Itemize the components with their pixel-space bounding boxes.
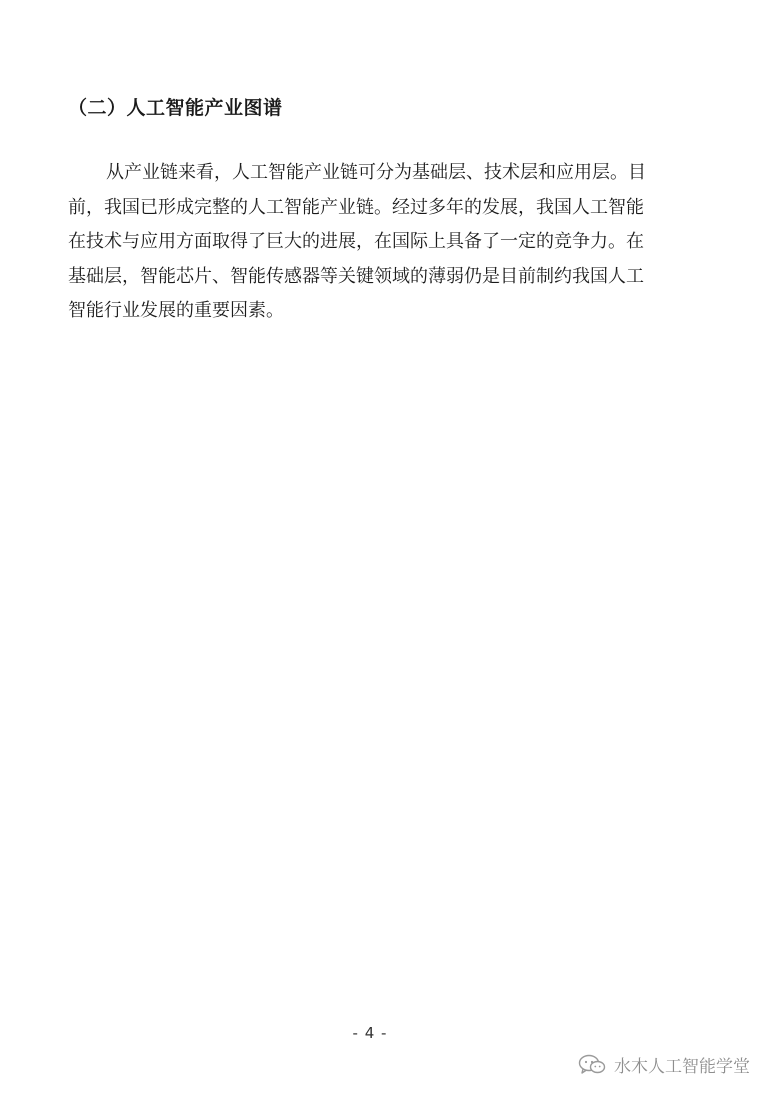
page-number: - 4 -	[352, 1024, 388, 1042]
paragraph-line: 智能行业发展的重要因素。	[68, 300, 284, 321]
paragraph-line: 基础层，智能芯片、智能传感器等关键领域的薄弱仍是目前制约我国人工	[68, 265, 644, 287]
wechat-icon	[578, 1054, 606, 1076]
section-heading: （二）人工智能产业图谱	[68, 97, 283, 119]
body-paragraph	[68, 156, 668, 329]
paragraph-line: 在技术与应用方面取得了巨大的进展，在国际上具备了一定的竞争力。在	[68, 231, 644, 252]
paragraph-line: 从产业链来看，人工智能产业链可分为基础层、技术层和应用层。目	[106, 162, 646, 183]
paragraph-line: 前，我国已形成完整的人工智能产业链。经过多年的发展，我国人工智能	[68, 196, 644, 218]
watermark	[578, 1052, 750, 1077]
watermark-text: 水木人工智能学堂	[614, 1057, 750, 1077]
